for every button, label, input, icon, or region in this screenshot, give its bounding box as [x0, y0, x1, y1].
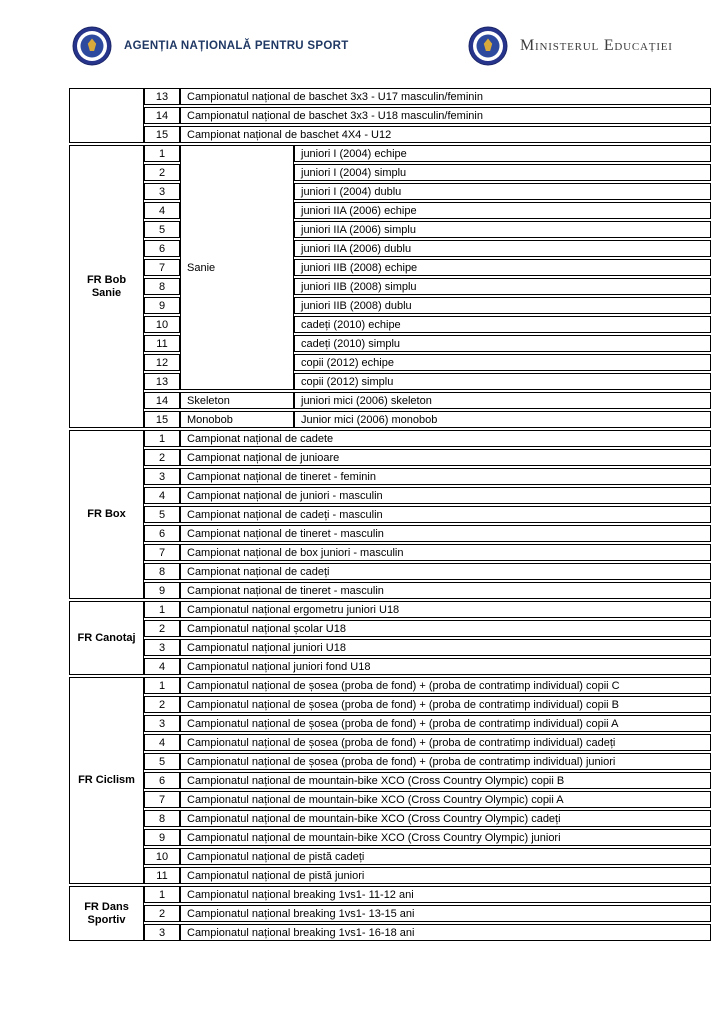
- table-row: [69, 468, 711, 485]
- table-row: [69, 620, 711, 637]
- championship-name: juniori IIA (2006) simplu: [294, 221, 711, 238]
- federation-section: [69, 599, 711, 677]
- federation-name: FR Box: [69, 430, 144, 599]
- row-number: 5: [144, 221, 180, 238]
- row-number: 14: [144, 392, 180, 409]
- federation-name: FR Ciclism: [69, 677, 144, 884]
- federation-section: [69, 428, 711, 601]
- row-number: 2: [144, 449, 180, 466]
- table-row: [69, 810, 711, 827]
- ministry-branding: [468, 26, 673, 66]
- row-number: 9: [144, 829, 180, 846]
- table-row: [69, 145, 711, 162]
- discipline-name: Monobob: [180, 411, 294, 428]
- championship-name: Campionat național de tineret - masculin: [180, 525, 711, 542]
- discipline-name: Skeleton: [180, 392, 294, 409]
- table-row: [69, 715, 711, 732]
- row-number: 14: [144, 107, 180, 124]
- championship-name: Campionat național de cadeți: [180, 563, 711, 580]
- championship-name: juniori IIB (2008) echipe: [294, 259, 711, 276]
- championship-name: Campionatul național juniori U18: [180, 639, 711, 656]
- row-number: 1: [144, 677, 180, 694]
- table-row: [69, 449, 711, 466]
- championship-name: Campionatul național de șosea (proba de fond) + (proba de contratimp individual) copii B: [180, 696, 711, 713]
- row-number: 12: [144, 354, 180, 371]
- row-number: 9: [144, 297, 180, 314]
- row-number: 1: [144, 430, 180, 447]
- championship-name: Campionatul național școlar U18: [180, 620, 711, 637]
- row-number: 2: [144, 905, 180, 922]
- federation-name: FR Dans Sportiv: [69, 886, 144, 941]
- championship-name: Campionatul național ergometru juniori U18: [180, 601, 711, 618]
- championship-name: Campionat național de tineret - masculin: [180, 582, 711, 599]
- table-row: [69, 677, 711, 694]
- table-row: [69, 354, 711, 371]
- table-row: [69, 582, 711, 599]
- row-number: 2: [144, 164, 180, 181]
- row-number: 9: [144, 582, 180, 599]
- championship-name: juniori IIA (2006) dublu: [294, 240, 711, 257]
- table-row: [69, 867, 711, 884]
- row-number: 7: [144, 791, 180, 808]
- row-number: 3: [144, 468, 180, 485]
- row-number: 3: [144, 639, 180, 656]
- championship-name: Campionat național de cadete: [180, 430, 711, 447]
- championship-name: Campionat național de juniori - masculin: [180, 487, 711, 504]
- row-number: 4: [144, 487, 180, 504]
- row-number: 4: [144, 734, 180, 751]
- championship-name: juniori IIB (2008) dublu: [294, 297, 711, 314]
- championship-name: copii (2012) echipe: [294, 354, 711, 371]
- table-row: [69, 202, 711, 219]
- row-number: 1: [144, 601, 180, 618]
- table-row: [69, 88, 711, 105]
- championship-name: Campionatul național de șosea (proba de fond) + (proba de contratimp individual) juniori: [180, 753, 711, 770]
- table-row: [69, 107, 711, 124]
- row-number: 10: [144, 316, 180, 333]
- federation-section: [69, 86, 711, 145]
- championship-name: cadeți (2010) echipe: [294, 316, 711, 333]
- championship-name: Campionatul național de mountain-bike XCO (Cross Country Olympic) cadeți: [180, 810, 711, 827]
- table-row: [69, 658, 711, 675]
- row-number: 6: [144, 525, 180, 542]
- row-number: 4: [144, 658, 180, 675]
- championship-name: Campionat național de junioare: [180, 449, 711, 466]
- row-number: 8: [144, 278, 180, 295]
- table-row: [69, 544, 711, 561]
- ministry-of-education-emblem-icon: [468, 26, 508, 66]
- championship-name: Campionatul național de mountain-bike XCO (Cross Country Olympic) copii A: [180, 791, 711, 808]
- row-number: 3: [144, 183, 180, 200]
- championship-name: Campionatul național breaking 1vs1- 13-15 ani: [180, 905, 711, 922]
- table-row: [69, 221, 711, 238]
- championship-name: juniori I (2004) echipe: [294, 145, 711, 162]
- championship-name: Campionatul național de pistă cadeți: [180, 848, 711, 865]
- championship-name: juniori mici (2006) skeleton: [294, 392, 711, 409]
- championship-name: Campionat național de tineret - feminin: [180, 468, 711, 485]
- championship-name: Campionatul național de baschet 3x3 - U17 masculin/feminin: [180, 88, 711, 105]
- ministry-title: Ministerul Educației: [520, 37, 673, 54]
- table-row: [69, 696, 711, 713]
- table-row: [69, 886, 711, 903]
- discipline-name: Sanie: [180, 145, 294, 390]
- row-number: 13: [144, 373, 180, 390]
- table-row: [69, 848, 711, 865]
- agency-branding: [72, 26, 349, 66]
- table-row: [69, 924, 711, 941]
- row-number: 2: [144, 696, 180, 713]
- championship-name: copii (2012) simplu: [294, 373, 711, 390]
- row-number: 6: [144, 240, 180, 257]
- table-row: [69, 126, 711, 143]
- row-number: 13: [144, 88, 180, 105]
- championship-name: Campionatul național de șosea (proba de fond) + (proba de contratimp individual) copii C: [180, 677, 711, 694]
- championship-name: Campionatul național de pistă juniori: [180, 867, 711, 884]
- championship-name: Campionatul național de baschet 3x3 - U18 masculin/feminin: [180, 107, 711, 124]
- table-row: [69, 183, 711, 200]
- championships-table: [69, 86, 711, 943]
- row-number: 8: [144, 810, 180, 827]
- championship-name: juniori IIB (2008) simplu: [294, 278, 711, 295]
- row-number: 7: [144, 259, 180, 276]
- table-row: [69, 563, 711, 580]
- table-row: [69, 259, 711, 276]
- row-number: 10: [144, 848, 180, 865]
- championship-name: Campionatul național de șosea (proba de fond) + (proba de contratimp individual) cadeți: [180, 734, 711, 751]
- table-row: [69, 316, 711, 333]
- federation-name: [69, 88, 144, 143]
- table-row: [69, 772, 711, 789]
- table-row: [69, 601, 711, 618]
- row-number: 11: [144, 335, 180, 352]
- federation-name: FR Canotaj: [69, 601, 144, 675]
- federation-section: [69, 884, 711, 943]
- championship-name: Campionat național de cadeți - masculin: [180, 506, 711, 523]
- championship-name: Campionat național de box juniori - masculin: [180, 544, 711, 561]
- row-number: 7: [144, 544, 180, 561]
- championship-name: juniori IIA (2006) echipe: [294, 202, 711, 219]
- table-row: [69, 487, 711, 504]
- table-row: [69, 164, 711, 181]
- table-row: [69, 791, 711, 808]
- championship-name: Campionat național de baschet 4X4 - U12: [180, 126, 711, 143]
- row-number: 8: [144, 563, 180, 580]
- table-row: [69, 734, 711, 751]
- table-row: [69, 297, 711, 314]
- table-row: [69, 335, 711, 352]
- table-row: [69, 639, 711, 656]
- row-number: 6: [144, 772, 180, 789]
- row-number: 3: [144, 924, 180, 941]
- table-row: [69, 411, 711, 428]
- table-row: [69, 278, 711, 295]
- table-row: [69, 753, 711, 770]
- federation-name: FR Bob Sanie: [69, 145, 144, 428]
- row-number: 15: [144, 126, 180, 143]
- federation-section: [69, 143, 711, 430]
- federation-section: [69, 675, 711, 886]
- championship-name: Campionatul național juniori fond U18: [180, 658, 711, 675]
- table-row: [69, 373, 711, 390]
- championship-name: Campionatul național de mountain-bike XCO (Cross Country Olympic) copii B: [180, 772, 711, 789]
- row-number: 2: [144, 620, 180, 637]
- table-row: [69, 905, 711, 922]
- romanian-government-emblem-icon: [72, 26, 112, 66]
- row-number: 5: [144, 753, 180, 770]
- table-row: [69, 525, 711, 542]
- table-row: [69, 392, 711, 409]
- table-row: [69, 430, 711, 447]
- row-number: 4: [144, 202, 180, 219]
- championship-name: Campionatul național de mountain-bike XCO (Cross Country Olympic) juniori: [180, 829, 711, 846]
- row-number: 1: [144, 886, 180, 903]
- table-row: [69, 506, 711, 523]
- agency-title: AGENȚIA NAȚIONALĂ PENTRU SPORT: [124, 40, 349, 52]
- table-row: [69, 240, 711, 257]
- row-number: 11: [144, 867, 180, 884]
- row-number: 3: [144, 715, 180, 732]
- row-number: 15: [144, 411, 180, 428]
- championship-name: Campionatul național breaking 1vs1- 16-18 ani: [180, 924, 711, 941]
- championship-name: juniori I (2004) dublu: [294, 183, 711, 200]
- championship-name: Campionatul național breaking 1vs1- 11-12 ani: [180, 886, 711, 903]
- championship-name: Campionatul național de șosea (proba de fond) + (proba de contratimp individual) copii A: [180, 715, 711, 732]
- row-number: 1: [144, 145, 180, 162]
- championship-name: cadeți (2010) simplu: [294, 335, 711, 352]
- table-row: [69, 829, 711, 846]
- row-number: 5: [144, 506, 180, 523]
- championship-name: Junior mici (2006) monobob: [294, 411, 711, 428]
- championship-name: juniori I (2004) simplu: [294, 164, 711, 181]
